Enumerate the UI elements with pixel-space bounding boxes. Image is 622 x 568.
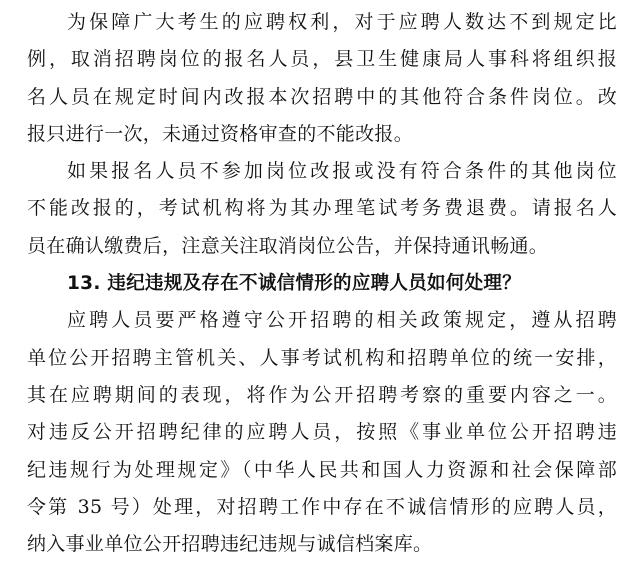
text-line: 员在确认缴费后，注意关注取消岗位公告，并保持通讯畅通。 [27,234,549,257]
text-line: 例，取消招聘岗位的报名人员，县卫生健康局人事科将组织报 [27,48,617,71]
text-line: 为保障广大考生的应聘权利，对于应聘人数达不到规定比 [67,11,617,33]
document-body [27,4,617,563]
paragraph-discipline [27,302,617,563]
text-line: 不能改报的，考试机构将为其办理笔试考务费退费。请报名人 [27,197,617,220]
text-line: 对违反公开招聘纪律的应聘人员，按照《事业单位公开招聘违 [27,421,617,444]
text-line: 如果报名人员不参加岗位改报或没有符合条件的其他岗位 [67,160,617,183]
text-line: 名人员在规定时间内改报本次招聘中的其他符合条件岗位。改 [27,85,617,108]
text-line: 纳入事业单位公开招聘违纪违规与诚信档案库。 [27,533,433,556]
paragraph-position-change [27,4,617,153]
text-line: 单位公开招聘主管机关、人事考试机构和招聘单位的统一安排， [27,346,617,369]
text-line: 应聘人员要严格遵守公开招聘的相关政策规定，遵从招聘 [67,309,617,332]
section-heading: 13. 违纪违规及存在不诚信情形的应聘人员如何处理？ [67,273,522,295]
paragraph-refund [27,153,617,265]
text-line: 令第 35 号）处理，对招聘工作中存在不诚信情形的应聘人员， [27,495,617,518]
text-line: 其在应聘期间的表现，将作为公开招聘考察的重要内容之一。 [27,383,617,406]
text-line: 纪违规行为处理规定》（中华人民共和国人力资源和社会保障部 [27,458,617,481]
text-line: 报只进行一次，未通过资格审查的不能改报。 [27,122,414,145]
